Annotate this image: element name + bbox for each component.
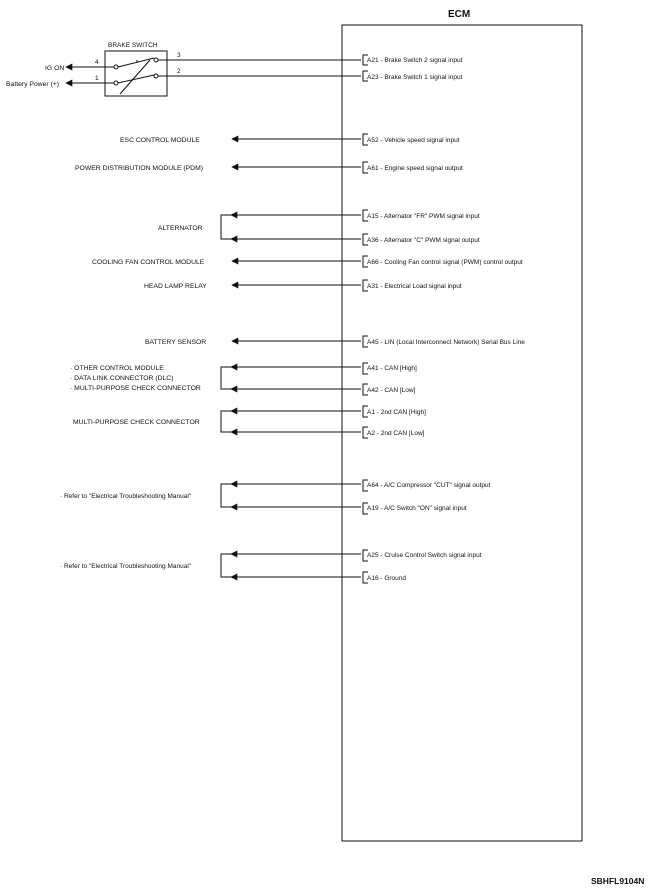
- pin-3-label: 3: [177, 52, 181, 59]
- pin-a31: A31 - Electrical Load signal input: [367, 283, 462, 290]
- pin-a61: A61 - Engine speed signal output: [367, 165, 463, 172]
- brake-switch-box: [105, 51, 167, 96]
- ig-on-label: IG ON: [45, 65, 65, 72]
- pin-a15: A15 - Alternator "FR" PWM signal input: [367, 213, 480, 220]
- module-refer-2: · Refer to "Electrical Troubleshooting Manual": [60, 563, 192, 570]
- group-brackets: [221, 215, 231, 577]
- pin-a25: A25 - Cruise Control Switch signal input: [367, 552, 482, 559]
- pin-a45: A45 - LIN (Local Interconnect Network) Serial Bus Line: [367, 339, 525, 346]
- pin-a36: A36 - Alternator "C" PWM signal output: [367, 237, 480, 244]
- ecm-title: ECM: [448, 9, 471, 20]
- pin-a2: A2 - 2nd CAN [Low]: [367, 430, 425, 437]
- pin-brackets: [363, 55, 368, 583]
- diagram-code: SBHFL9104N: [591, 876, 645, 886]
- pin-a41: A41 - CAN [High]: [367, 365, 417, 372]
- module-other-control: · OTHER CONTROL MODULE: [70, 365, 164, 372]
- pin-4-label: 4: [95, 59, 99, 66]
- module-alternator: ALTERNATOR: [158, 225, 203, 232]
- pin-a16: A16 - Ground: [367, 575, 407, 582]
- module-refer-1: · Refer to "Electrical Troubleshooting Manual": [60, 493, 192, 500]
- battery-power-label: Battery Power (+): [6, 81, 60, 88]
- pin-a42: A42 - CAN [Low]: [367, 387, 416, 394]
- pin-a64: A64 - A/C Compressor "CUT" signal output: [367, 482, 491, 489]
- pin-a52: A52 - Vehicle speed signal input: [367, 137, 460, 144]
- pin-a1: A1 - 2nd CAN [High]: [367, 409, 426, 416]
- pin-a19: A19 - A/C Switch "ON" signal input: [367, 505, 467, 512]
- brake-switch-title: BRAKE SWITCH: [108, 42, 158, 49]
- pin-a21: A21 - Brake Switch 2 signal input: [367, 57, 463, 64]
- module-cooling-fan: COOLING FAN CONTROL MODULE: [92, 259, 205, 266]
- brake-switch: [6, 42, 361, 96]
- module-mpcc-bullet: · MULTI-PURPOSE CHECK CONNECTOR: [70, 385, 201, 392]
- module-battery-sensor: BATTERY SENSOR: [145, 339, 207, 346]
- pin-2-label: 2: [177, 68, 181, 75]
- module-head-lamp: HEAD LAMP RELAY: [144, 283, 207, 290]
- pin-a66: A66 - Cooling Fan control signal (PWM) control output: [367, 259, 523, 266]
- module-mpcc: MULTI-PURPOSE CHECK CONNECTOR: [73, 419, 200, 426]
- module-pdm: POWER DISTRIBUTION MODULE (PDM): [75, 165, 204, 172]
- pin-1-label: 1: [95, 75, 99, 82]
- pin-a23: A23 - Brake Switch 1 signal input: [367, 74, 463, 81]
- module-dlc: · DATA LINK CONNECTOR (DLC): [70, 375, 174, 382]
- module-esc: ESC CONTROL MODULE: [120, 137, 200, 144]
